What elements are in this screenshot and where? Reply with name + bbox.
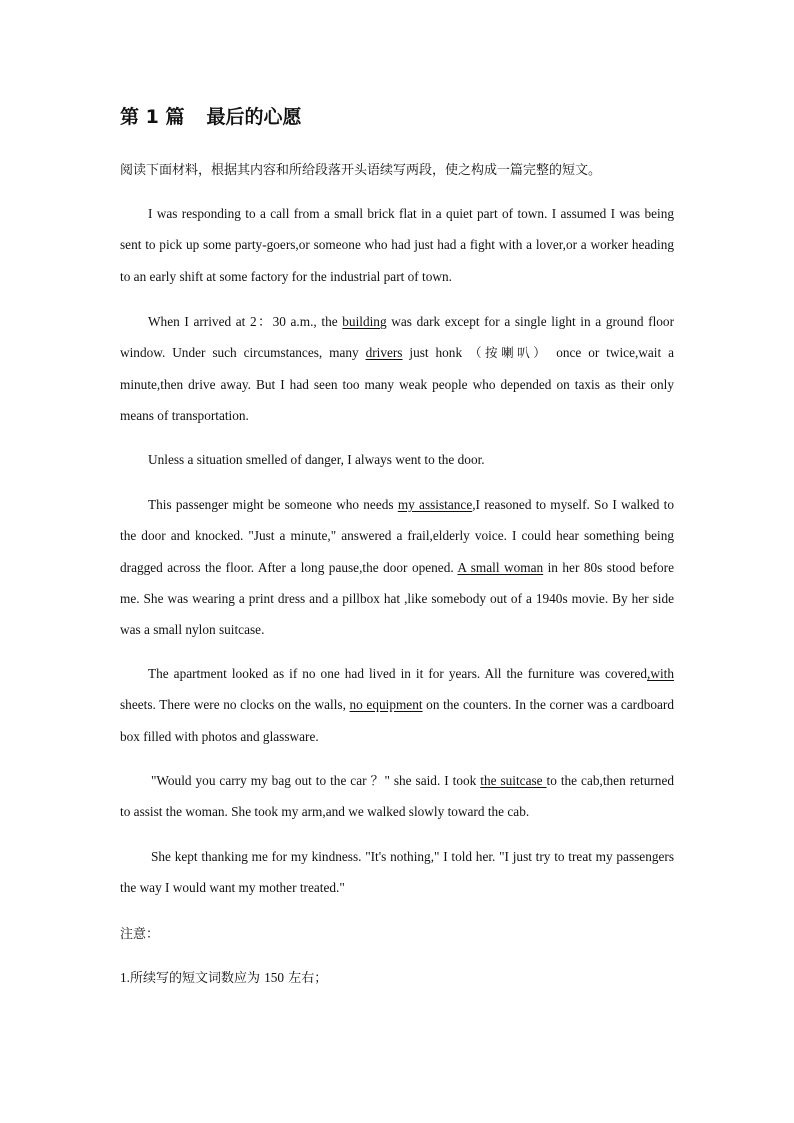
underlined-a-small-woman: A small woman bbox=[457, 559, 544, 575]
paragraph-5: The apartment looked as if no one had lived in it for years. All the furniture was covered,with sheets. There were no clocks on the walls, no equipment on the counters. In the corner was a cardboard box filled with photos and glassware. bbox=[120, 666, 674, 744]
instruction-text: 阅读下面材料，根据其内容和所给段落开头语续写两段，使之构成一篇完整的短文。 bbox=[120, 163, 602, 178]
underlined-my-assistance: my assistance bbox=[397, 497, 473, 512]
underlined-building: building bbox=[342, 314, 387, 329]
paragraph-6: "Would you carry my bag out to the car ？" she said. I took the suitcase to the cab,then returned to assist the woman. She took my arm,and we walked slowly toward the cab. bbox=[120, 773, 674, 820]
notes-heading: 注意： bbox=[120, 927, 160, 942]
title-number: 第 1 篇 bbox=[120, 106, 185, 128]
underlined-with: ,with bbox=[647, 666, 674, 681]
chinese-gloss: （按喇叭） bbox=[468, 345, 550, 361]
paragraph-2: When I arrived at 2：30 a.m., the building was dark except for a single light in a ground floor window. Under such circumstances, many drivers just honk （按喇叭） once or twice,wait a minute,then drive away. But I had seen too many weak people who depended on taxis as their only means of transportation. bbox=[120, 314, 674, 423]
page-title bbox=[120, 103, 301, 131]
underlined-drivers: drivers bbox=[365, 345, 403, 361]
paragraph-1: I was responding to a call from a small brick flat in a quiet part of town. I assumed I was being sent to pick up some party-goers,or someone who had just had a fight with a lover,or a worker heading to an early shift at some factory for the industrial part of town. bbox=[120, 206, 674, 284]
underlined-no-equipment: no equipment bbox=[349, 697, 423, 713]
paragraph-3: Unless a situation smelled of danger, I always went to the door. bbox=[148, 452, 485, 467]
paragraph-4: This passenger might be someone who needs my assistance,I reasoned to myself. So I walked to the door and knocked. "Just a minute," answered a frail,elderly voice. I could hear something being dragged across the floor. After a long pause,the door opened. A small woman in her 80s stood before me. She was wearing a print dress and a pillbox hat ,like somebody out of a 1940s movie. By her side was a small nylon suitcase. bbox=[120, 497, 675, 638]
underlined-the-suitcase: the suitcase bbox=[480, 773, 547, 788]
paragraph-7: She kept thanking me for my kindness. "It's nothing," I told her. "I just try to treat my passengers the way I would want my mother treated." bbox=[120, 849, 674, 896]
title-name: 最后的心愿 bbox=[206, 106, 302, 128]
notes-item-1: 1.所续写的短文词数应为 150 左右； bbox=[120, 970, 328, 986]
